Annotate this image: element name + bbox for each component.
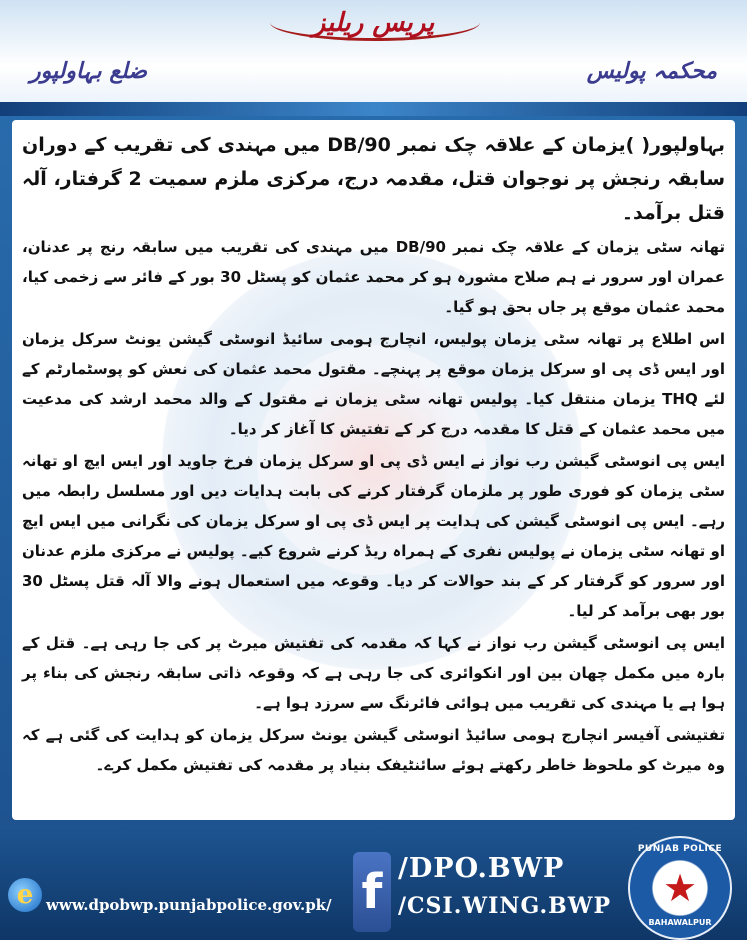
article-paragraph: تفتیشی آفیسر انچارج ہومی سائیڈ انوسٹی گیشن یونٹ سرکل یزمان کو ہدایت کی گئی ہے کہ وہ میرٹ کو ملحوظ خاطر رکھتے ہوئے سائنٹیفک بنیاد پر مقدمہ کی تفتیش مکمل کرے۔ xyxy=(22,726,725,774)
website-link[interactable]: www.dpobwp.punjabpolice.gov.pk/ xyxy=(46,896,332,914)
star-icon: ★ xyxy=(662,866,698,910)
press-release-header xyxy=(0,0,747,110)
header-ribbon xyxy=(0,102,747,116)
badge-bottom-text: BAHAWALPUR xyxy=(648,918,712,927)
article-paragraph: ایس پی انوسٹی گیشن رب نواز نے کہا کہ مقدمہ کی تفتیش میرٹ پر کی جا رہی ہے۔ قتل کے بارہ میں مکمل چھان بین اور انکوائری کی جا رہی ہے کہ وقوعہ ذاتی سابقہ رنجش کی بناء پر ہوا ہے یا مہندی کی تقریب میں ہوائی فائرنگ سے سرزد ہوا ہے۔ xyxy=(22,634,725,712)
press-release-body xyxy=(12,120,735,820)
article-paragraph: اس اطلاع پر تھانہ سٹی یزمان پولیس، انچارج ہومی سائیڈ انوسٹی گیشن یونٹ سرکل یزمان اور ایس ڈی پی او سرکل یزمان موقع پر پہنچے۔ مقتول محمد عثمان کی نعش کو پوسٹمارٹم کے لئے THQ یزمان منتقل کیا۔ پولیس تھانہ سٹی یزمان نے مقتول کے والد محمد ارشد کی مدعیت میں محمد عثمان کے قتل کا مقدمہ درج کر کے تفتیش کا آغاز کر دیا۔ xyxy=(22,330,725,438)
press-release-title: پریس ریلیز xyxy=(312,8,435,38)
badge-top-text: PUNJAB POLICE xyxy=(637,844,723,854)
department-label: محکمہ پولیس xyxy=(586,58,717,84)
facebook-handle-csi[interactable]: /CSI.WING.BWP xyxy=(398,893,611,919)
district-label: ضلع بہاولپور xyxy=(30,58,148,84)
article-headline: بہاولپور( )یزمان کے علاقہ چک نمبر 90/DB میں مہندی کی تقریب کے دوران سابقہ رنجش پر نوجوان قتل، مقدمہ درج، مرکزی ملزم سمیت 2 گرفتار، آلہ قتل برآمد۔ xyxy=(22,134,725,224)
article-paragraph: ایس پی انوسٹی گیشن رب نواز نے ایس ڈی پی او سرکل یزمان فرخ جاوید اور ایس ایچ او تھانہ سٹی یزمان کو فوری طور پر ملزمان گرفتار کرنے کی بابت ہدایات دیں اور مسلسل رابطہ میں رہے۔ ایس پی انوسٹی گیشن کی ہدایت پر ایس ڈی پی او سرکل یزمان کی نگرانی میں ایس ایچ او تھانہ سٹی یزمان نے پولیس نفری کے ہمراہ ریڈ کرنے شروع کیے۔ پولیس نے مرکزی ملزم عدنان اور سرور کو گرفتار کر کے بند حوالات کر دیا۔ وقوعہ میں استعمال ہونے والا آلہ قتل پسٹل 30 بور بھی برآمد کر لیا۔ xyxy=(22,452,725,620)
browser-icon: e xyxy=(8,878,42,912)
facebook-icon[interactable]: f xyxy=(353,852,391,932)
article-text xyxy=(22,128,725,780)
article-paragraph: تھانہ سٹی یزمان کے علاقہ چک نمبر 90/DB میں مہندی کی تقریب میں سابقہ رنج پر عدنان، عمران اور سرور نے ہم صلاح مشورہ ہو کر محمد عثمان کو پسٹل 30 بور کے فائر سے زخمی کیا، محمد عثمان موقع پر جاں بحق ہو گیا۔ xyxy=(22,238,726,316)
punjab-police-badge-logo xyxy=(628,836,732,940)
facebook-handle-dpo[interactable]: /DPO.BWP xyxy=(398,853,565,884)
